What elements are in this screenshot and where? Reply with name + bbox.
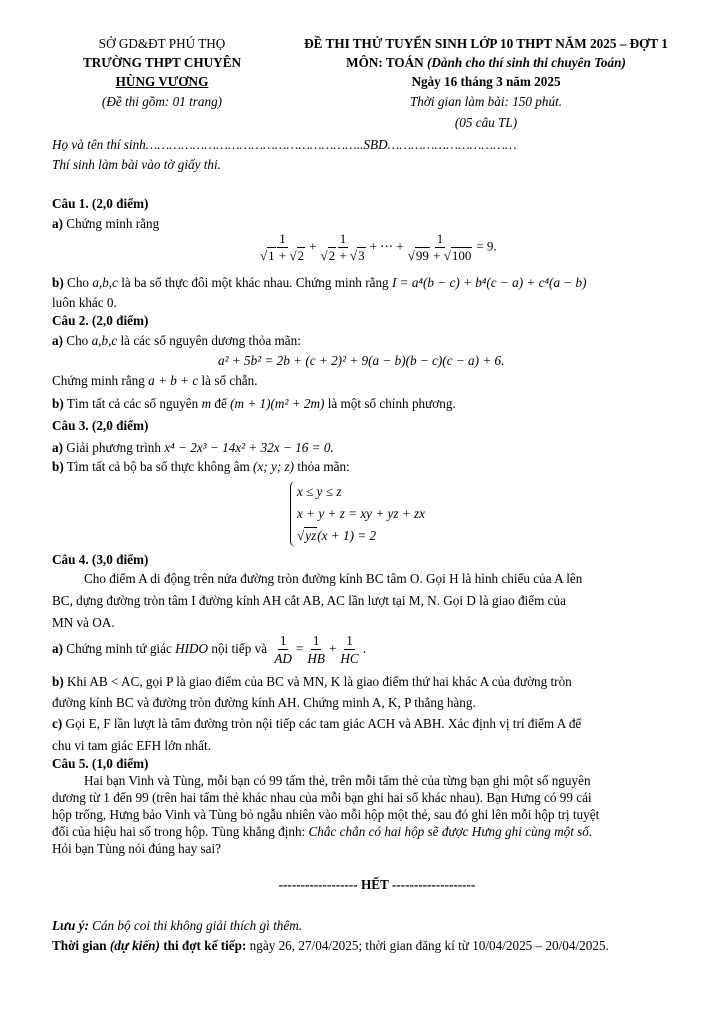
q1a-statement <box>52 216 159 233</box>
q4a-f3-num: 1 <box>346 633 353 648</box>
q4a-f2-den: HB <box>307 650 325 666</box>
q3a-equation: x⁴ − 2x³ − 14x² + 32x − 16 = 0. <box>164 440 334 455</box>
q4-intro-line2: BC, dựng đường tròn tâm I đường kính AH cắt AB, AC lần lượt tại M, N. Gọi D là giao điểm của <box>52 593 566 608</box>
q4a-frac-hc <box>338 633 360 667</box>
q5-line1: Hai bạn Vinh và Tùng, mỗi bạn có 99 tấm thẻ, trên mỗi tấm thẻ của từng bạn ghi một số nguyên <box>84 773 591 788</box>
q3-title: Câu 3. (2,0 điểm) <box>52 418 149 433</box>
q1-t2a: 2 <box>328 247 336 263</box>
q2a-text1: Cho <box>66 333 89 348</box>
q1-term1-num: 1 <box>279 231 286 246</box>
q1b-text1: Cho <box>67 275 90 290</box>
q2b-text3: là một số chính phương. <box>327 396 456 411</box>
q2b-text1: Tìm tất cả các số nguyên <box>66 396 199 411</box>
exam-title: ĐỀ THI THỬ TUYỂN SINH LỚP 10 THPT NĂM 2025 – ĐỢT 1 <box>304 36 668 51</box>
q4-intro-line3: MN và OA. <box>52 615 115 630</box>
q4a-f1-num: 1 <box>279 633 287 648</box>
subject: MÔN: TOÁN <box>346 55 424 70</box>
q3a-label: a) <box>52 440 63 455</box>
school-name-line1: TRƯỜNG THPT CHUYÊN <box>82 55 242 70</box>
q3b-text1: Tìm tất cả bộ ba số thực không âm <box>66 459 250 474</box>
q4b-line2: đường kính BC và đường tròn đường kính AH. Chứng minh A, K, P thẳng hàng. <box>52 695 476 710</box>
q3b-sys-eq3: √yz(x + 1) = 2 <box>297 528 377 543</box>
q3b-label: b) <box>52 459 64 474</box>
q2a-statement <box>52 333 301 350</box>
q1a-text: Chứng minh rằng <box>66 216 160 231</box>
q2a-label: a) <box>52 333 63 348</box>
q4a-quad: HIDO <box>175 641 209 657</box>
q2a-sum: a + b + c <box>148 373 199 388</box>
q2a-text4: là số chẵn. <box>201 373 258 388</box>
q1b-label: b) <box>52 275 64 290</box>
end-marker: ------------------ HẾT ------------------- <box>278 877 476 892</box>
q4b-label: b) <box>52 674 64 689</box>
next-round-line <box>52 938 609 955</box>
q4a-text2: nội tiếp và <box>211 641 268 657</box>
q2b-var: m <box>201 396 212 411</box>
q5-line4 <box>52 824 592 841</box>
q4a-f1-den: AD <box>274 650 292 666</box>
page-count: (Đề thi gồm: 01 trang) <box>101 94 223 109</box>
candidate-name-line: Họ và tên thí sinh………………………………………………..SBD…………………………… <box>52 137 517 152</box>
q4a-statement: a) Chứng minh tứ giác HIDO nội tiếp và $\frac{1}{AD}$ = $\frac{1}{HB}$ + $\frac{1}{HC}$ . <box>52 633 367 666</box>
school-name-line2: HÙNG VƯƠNG <box>115 74 209 89</box>
q1-t3a: 99 <box>415 247 429 263</box>
q4c-line1 <box>52 716 581 733</box>
dept-name: SỞ GD&ĐT PHÚ THỌ <box>98 36 226 51</box>
q4a-text1: Chứng minh tứ giác <box>66 641 172 657</box>
q2a-vars: a,b,c <box>91 333 118 348</box>
q3b-sys-eq2: x + y + z = xy + yz + zx <box>297 506 425 521</box>
q3b-system-brace <box>290 481 425 547</box>
q5-line3: hộp trống, Hưng bảo Vinh và Tùng bỏ ngẫu nhiên vào mỗi hộp một thẻ, sau đó ghi lên mỗi hộp trị tuyệt <box>52 807 600 822</box>
q1-t3b: 100 <box>451 247 472 263</box>
q2b-text2: để <box>214 396 227 411</box>
q5-claim: Chắc chắn có hai hộp sẽ được Hưng ghi cùng một số. <box>308 824 593 839</box>
q4c-label: c) <box>52 716 63 731</box>
q1-t1b: 2 <box>297 247 305 263</box>
q3a-text: Giải phương trình <box>66 440 161 455</box>
q2b-label: b) <box>52 396 64 411</box>
q2a-text3: Chứng minh rằng <box>52 373 145 388</box>
note-label: Lưu ý: <box>52 918 89 933</box>
note-line <box>52 918 302 935</box>
question-count: (05 câu TL) <box>454 115 518 130</box>
q3b-statement <box>52 459 350 476</box>
q3b-sys-eq1: x ≤ y ≤ z <box>297 484 342 499</box>
q4-title: Câu 4. (3,0 điểm) <box>52 552 149 567</box>
exam-duration: Thời gian làm bài: 150 phút. <box>409 94 563 109</box>
next-text: ngày 26, 27/04/2025; thời gian đăng kí từ 10/04/2025 – 20/04/2025. <box>249 938 609 953</box>
q5-line5: Hỏi bạn Tùng nói đúng hay sai? <box>52 841 221 856</box>
q4a-frac-ad <box>272 633 294 667</box>
q4b-text1: Khi AB < AC, gọi P là giao điểm của BC và MN, K là giao điểm thứ hai khác A của đường tròn <box>67 674 572 689</box>
q3b-sys3-radicand: yz <box>305 528 317 543</box>
q4b-line1 <box>52 674 572 691</box>
q1b-text3: luôn khác 0. <box>52 295 117 310</box>
q1-term2-num: 1 <box>339 231 347 246</box>
q1b-text2: là ba số thực đôi một khác nhau. Chứng minh rằng <box>121 275 389 290</box>
q1b-expression: I = a⁴(b − c) + b⁴(c − a) + c⁴(a − b) <box>391 275 587 290</box>
q2a-text2: là các số nguyên dương thỏa mãn: <box>120 333 301 348</box>
q1b-vars: a,b,c <box>92 275 118 290</box>
q1-term2-den: √2 + √3 <box>320 247 365 263</box>
q1-term2 <box>318 231 367 264</box>
q2a-conclusion <box>52 373 258 390</box>
q1-term3-den: √99 + √100 <box>407 247 472 263</box>
q1b-statement <box>52 275 587 292</box>
next-label2: (dự kiến) <box>109 938 160 953</box>
q3a-statement <box>52 440 334 457</box>
q1-term1 <box>258 231 307 264</box>
q4a-f3-den: HC <box>340 650 359 666</box>
q4c-line2: chu vi tam giác EFH lớn nhất. <box>52 738 211 753</box>
q3b-tuple: (x; y; z) <box>253 459 295 474</box>
q5-line4a: đối của hiệu hai số trong hộp. Tùng khẳng định: <box>52 824 306 839</box>
q2-title: Câu 2. (2,0 điểm) <box>52 313 149 328</box>
exam-date: Ngày 16 tháng 3 năm 2025 <box>411 74 561 89</box>
note-text: Cán bộ coi thi không giải thích gì thêm. <box>92 918 303 933</box>
q4-intro-line1: Cho điểm A di động trên nửa đường tròn đường kính BC tâm O. Gọi H là hình chiếu của A lên <box>84 571 583 586</box>
q5-line2: dương từ 1 đến 99 (trên hai tấm thẻ khác nhau của mỗi bạn ghi hai số khác nhau). Bạn Hưng có 99 cái <box>52 790 592 805</box>
q2a-equation: a² + 5b² = 2b + (c + 2)² + 9(a − b)(b − c)(c − a) + 6. <box>218 353 505 368</box>
q1-title: Câu 1. (2,0 điểm) <box>52 196 149 211</box>
q4a-f2-num: 1 <box>312 633 320 648</box>
subject-line <box>276 55 696 72</box>
q1-t1a: 1 <box>268 247 275 263</box>
q1a-equation: $\frac{1}{√1 + √2}$ + $\frac{1}{√2 + √3}$ + ⋯ + $\frac{1}{√99 + √100}$ = 9. <box>260 231 497 263</box>
q3b-sys3-rest: (x + 1) = 2 <box>317 528 377 543</box>
q2b-expression: (m + 1)(m² + 2m) <box>230 396 325 411</box>
q4a-label: a) <box>52 641 63 657</box>
q5-title: Câu 5. (1,0 điểm) <box>52 756 149 771</box>
next-label3: thi đợt kế tiếp: <box>163 938 247 953</box>
q1-result: = 9. <box>476 238 497 254</box>
q1a-label: a) <box>52 216 63 231</box>
subject-note: (Dành cho thí sinh thi chuyên Toán) <box>426 55 626 70</box>
q1-dots: + ⋯ + <box>369 238 404 254</box>
q4a-frac-hb <box>305 633 327 667</box>
q3b-text2: thỏa mãn: <box>297 459 350 474</box>
q4c-text1: Gọi E, F lần lượt là tâm đường tròn nội tiếp các tam giác ACH và ABH. Xác định vị trí điểm A để <box>65 716 582 731</box>
q1-term3-num: 1 <box>436 231 444 246</box>
q1-t2b: 3 <box>358 247 365 263</box>
next-label1: Thời gian <box>52 938 107 953</box>
candidate-instruction: Thí sinh làm bài vào tờ giấy thi. <box>52 157 221 172</box>
q1-term1-den: √1 + √2 <box>260 247 305 263</box>
q1-term3 <box>406 231 475 264</box>
q2b-statement <box>52 396 456 413</box>
q3b-system <box>290 481 425 547</box>
